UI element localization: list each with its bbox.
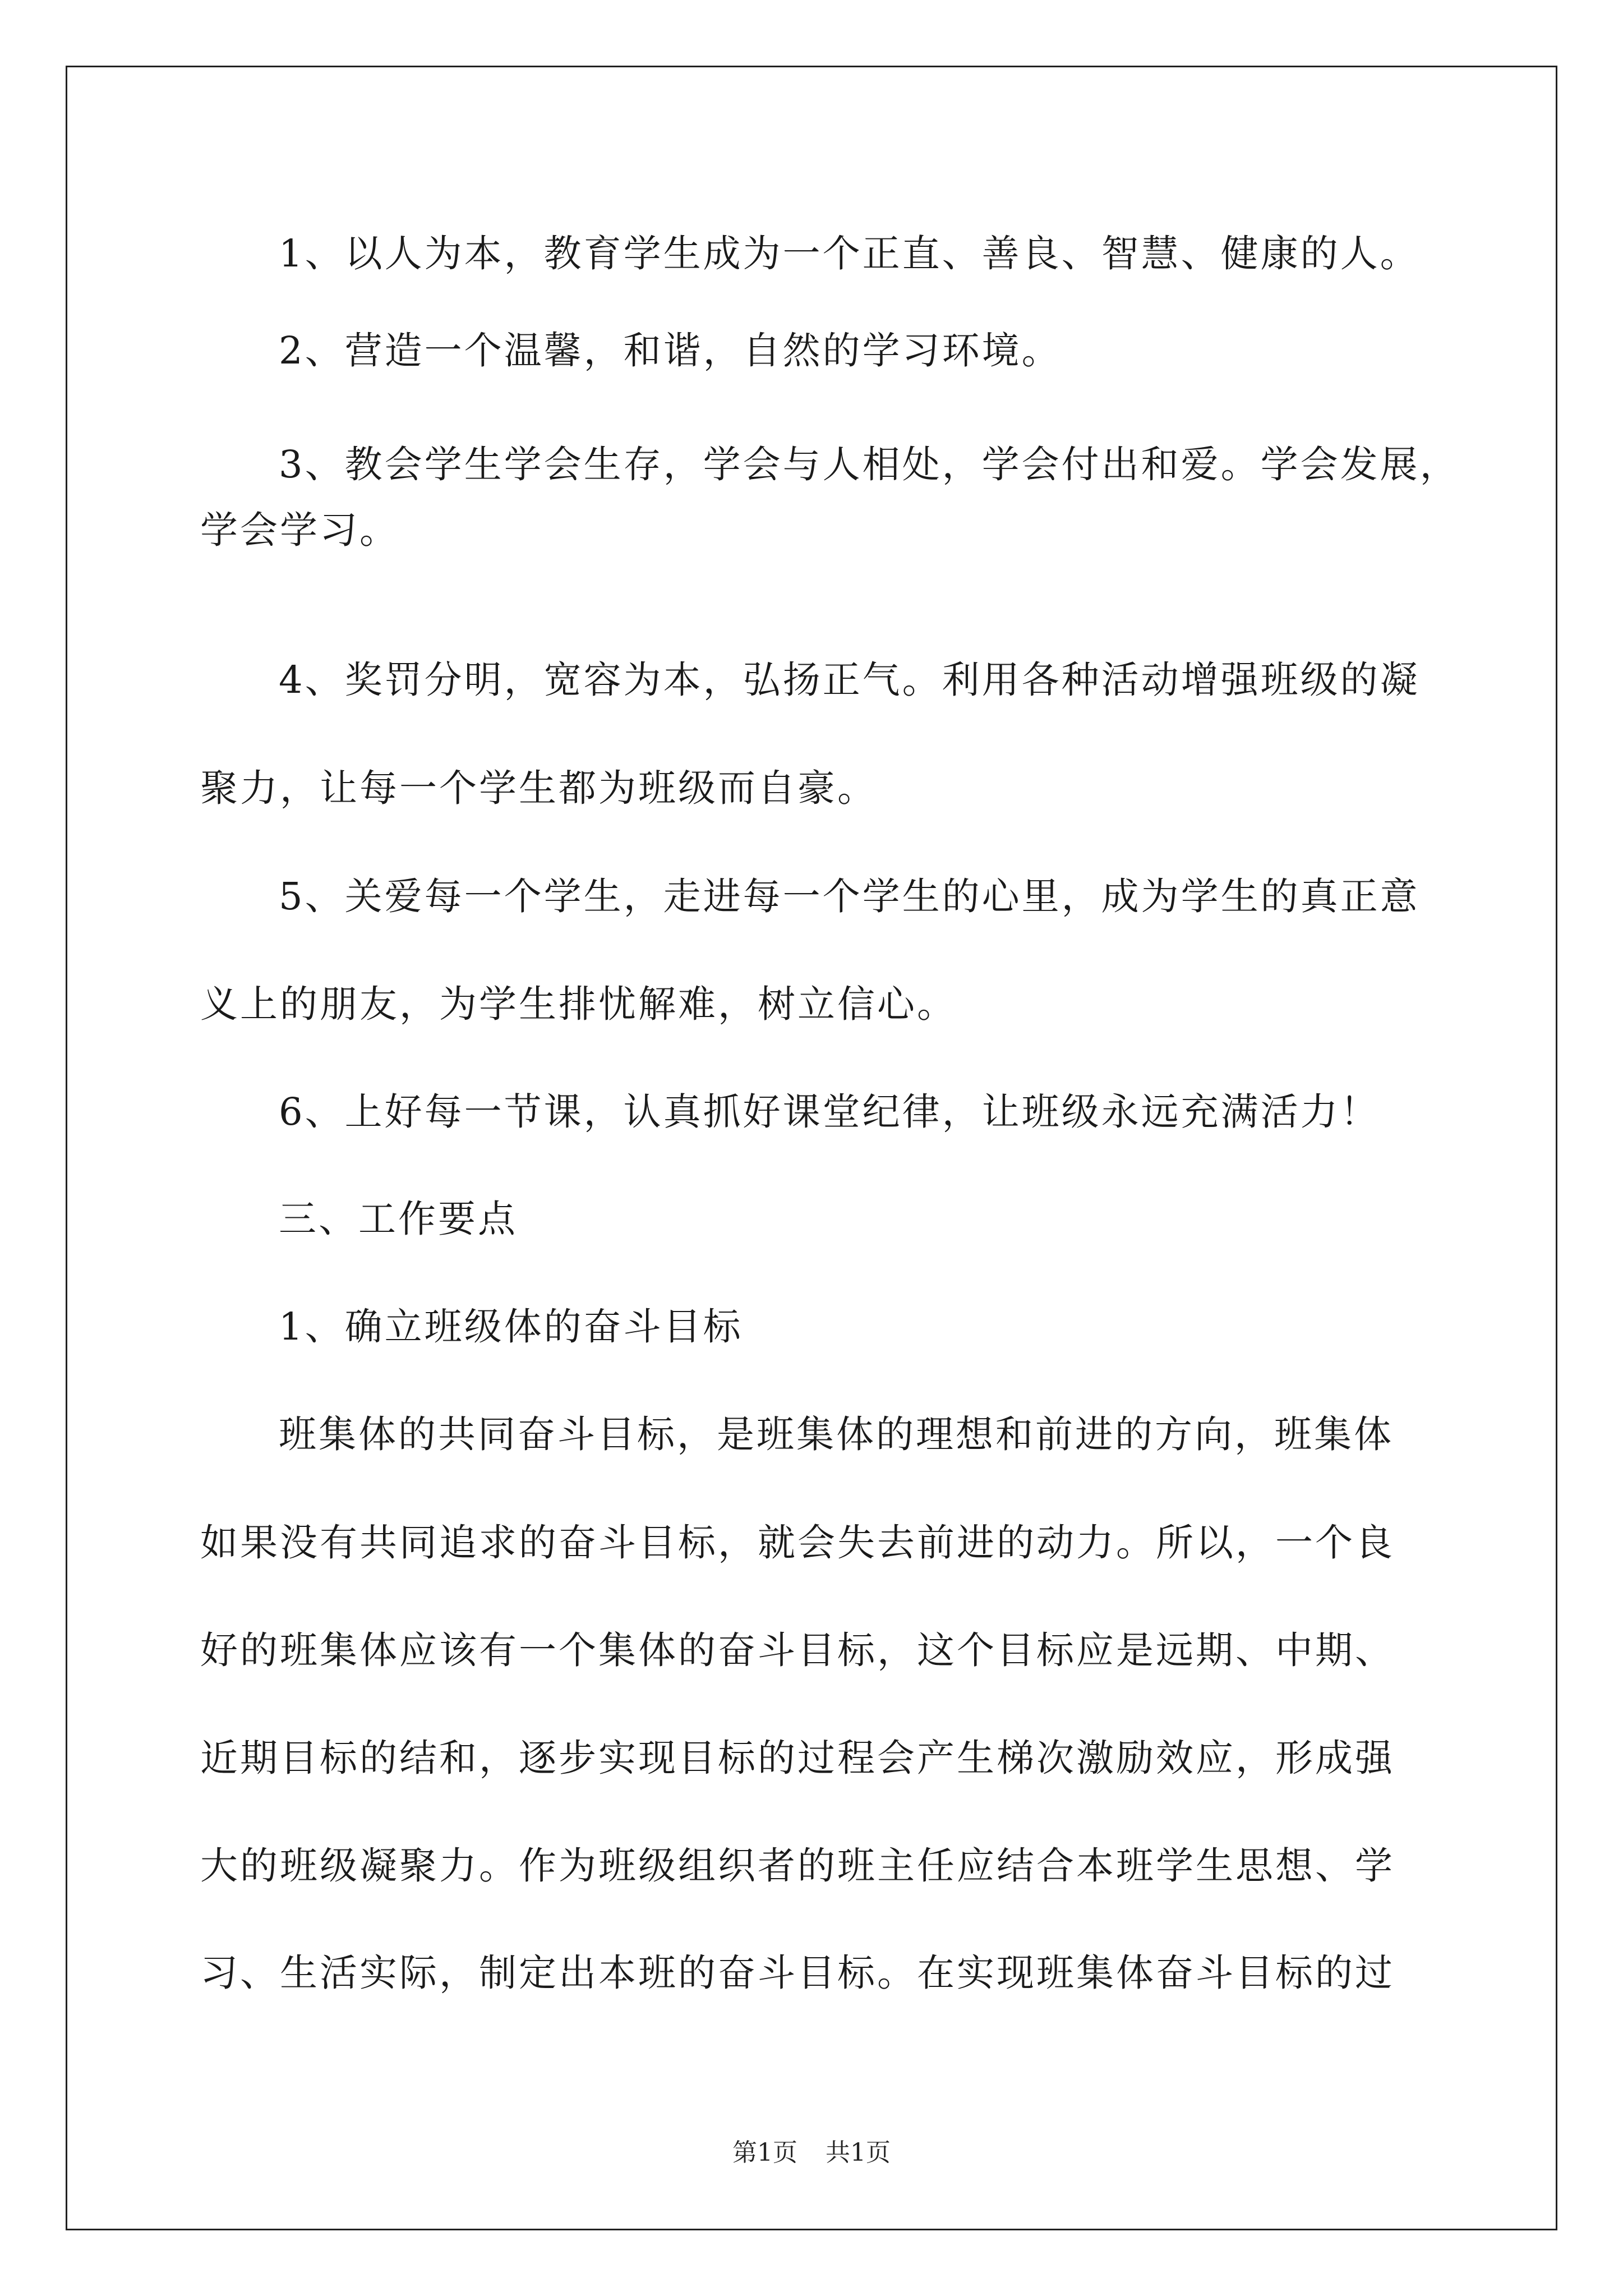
- paragraph-line: 聚力，让每一个学生都为班级而自豪。: [200, 766, 877, 810]
- section-heading: 三、工作要点: [279, 1197, 518, 1241]
- paragraph-line: 大的班级凝聚力。作为班级组织者的班主任应结合本班学生思想、学: [200, 1844, 1395, 1888]
- paragraph-line: 义上的朋友，为学生排忧解难，树立信心。: [200, 982, 957, 1026]
- page-border: [66, 66, 1557, 2230]
- paragraph-line: 好的班集体应该有一个集体的奋斗目标，这个目标应是远期、中期、: [200, 1628, 1395, 1672]
- paragraph-line: 如果没有共同追求的奋斗目标，就会失去前进的动力。所以，一个良: [200, 1521, 1395, 1565]
- paragraph-line: 3、教会学生学会生存，学会与人相处，学会付出和爱。学会发展，: [279, 443, 1460, 486]
- paragraph-line: 班集体的共同奋斗目标，是班集体的理想和前进的方向，班集体: [279, 1412, 1394, 1456]
- paragraph-line: 2、营造一个温馨，和谐，自然的学习环境。: [279, 329, 1062, 372]
- page-total: 共1页: [826, 2138, 891, 2167]
- paragraph-line: 近期目标的结和，逐步实现目标的过程会产生梯次激励效应，形成强: [200, 1736, 1395, 1780]
- paragraph-line: 1、以人为本，教育学生成为一个正直、善良、智慧、健康的人。: [279, 232, 1420, 275]
- paragraph-line: 4、奖罚分明，宽容为本，弘扬正气。利用各种活动增强班级的凝: [279, 658, 1420, 702]
- page-footer: [0, 2137, 1623, 2169]
- paragraph-line: 5、关爱每一个学生，走进每一个学生的心里，成为学生的真正意: [279, 875, 1420, 918]
- paragraph-line: 习、生活实际，制定出本班的奋斗目标。在实现班集体奋斗目标的过: [200, 1951, 1395, 1995]
- paragraph-line: 6、上好每一节课，认真抓好课堂纪律，让班级永远充满活力！: [279, 1090, 1380, 1134]
- paragraph-line: 学会学习。: [200, 508, 399, 552]
- page-number: 第1页: [732, 2138, 797, 2167]
- subsection-heading: 1、确立班级体的奋斗目标: [279, 1305, 743, 1349]
